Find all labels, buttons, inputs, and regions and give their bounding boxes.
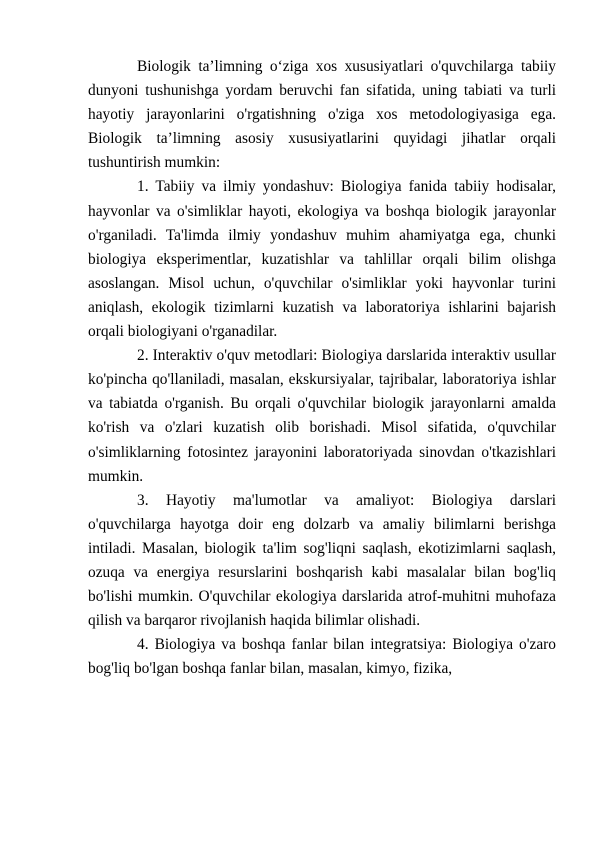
document-page [88, 55, 556, 681]
paragraph-interactive-methods: 2. Interaktiv o'quv metodlari: Biologiya darslarida interaktiv usullar ko'pincha qo'llaniladi, masalan, ekskursiyalar, tajribalar, laboratoriya ishlar va tabiatda o'rganish. Bu orqali o'quvchilar biologik jarayonlarni amalda ko'rish va o'zlari kuzatish olib borishadi. Misol sifatida, o'quvchilar o'simliklarning fotosintez jarayonini laboratoriyada sinovdan o'tkazishlari mumkin. [88, 347, 556, 485]
paragraph-integration: 4. Biologiya va boshqa fanlar bilan integratsiya: Biologiya o'zaro bog'liq bo'lgan boshqa fanlar bilan, masalan, kimyo, fizika, [88, 636, 556, 678]
paragraph-intro: Biologik ta’limning o‘ziga xos xususiyatlari o'quvchilarga tabiiy dunyoni tushunishga yordam beruvchi fan sifatida, uning tabiati va turli hayotiy jarayonlarini o'rgatishning o'ziga xos metodologiyasiga ega. Biologik ta’limning asosiy xususiyatlarini quyidagi jihatlar orqali tushuntirish mumkin: [88, 58, 556, 172]
paragraph-life-practice: 3. Hayotiy ma'lumotlar va amaliyot: Biologiya darslari o'quvchilarga hayotga doir eng dolzarb va amaliy bilimlarni berishga intiladi. Masalan, biologik ta'lim sog'liqni saqlash, ekotizimlarni saqlash, ozuqa va energiya resurslarini boshqarish kabi masalalar bilan bog'liq bo'lishi mumkin. O'quvchilar ekologiya darslarida atrof-muhitni muhofaza qilish va barqaror rivojlanish haqida bilimlar olishadi. [88, 491, 556, 630]
paragraph-natural-scientific-approach: 1. Tabiiy va ilmiy yondashuv: Biologiya fanida tabiiy hodisalar, hayvonlar va o'simliklar hayoti, ekologiya va boshqa biologik jarayonlar o'rganiladi. Ta'limda ilmiy yondashuv muhim ahamiyatga ega, chunki biologiya eksperimentlar, kuzatishlar va tahlillar orqali bilim olishga asoslangan. Misol uchun, o'quvchilar o'simliklar yoki hayvonlar turini aniqlash, ekologik tizimlarni kuzatish va laboratoriya ishlarini bajarish orqali biologiyani o'rganadilar. [88, 178, 556, 341]
